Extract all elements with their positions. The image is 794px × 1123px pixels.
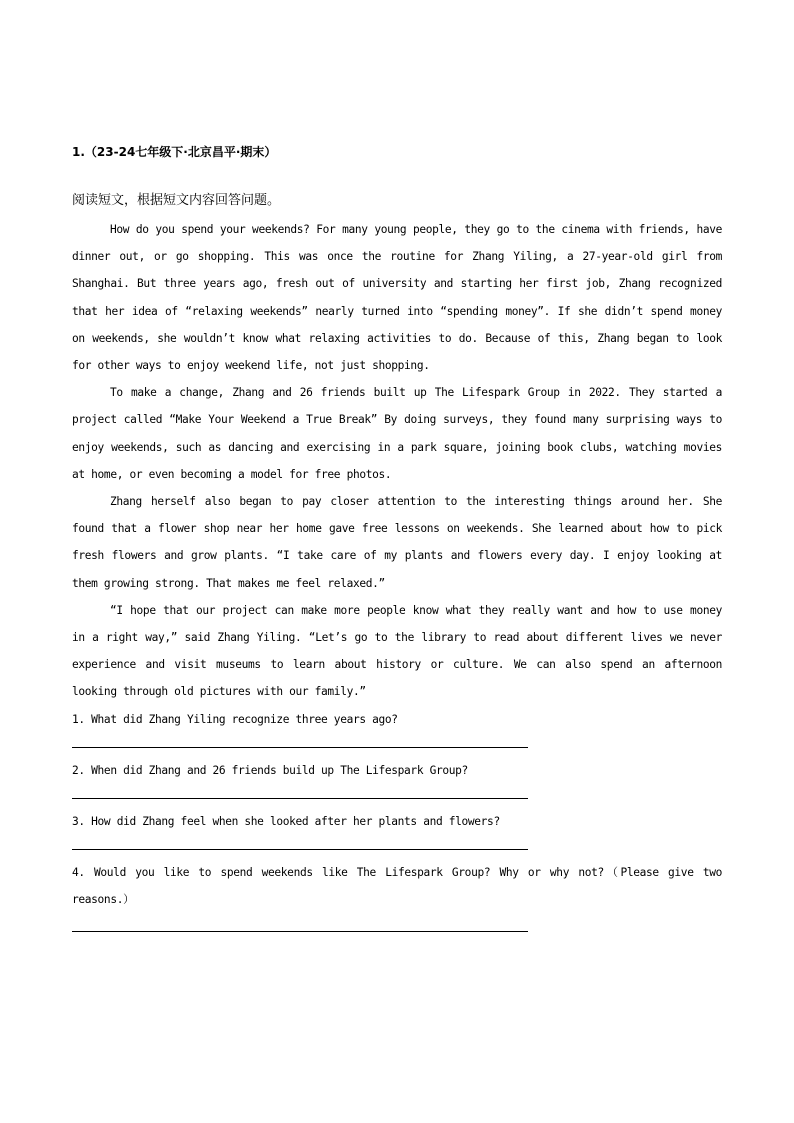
answer-line[interactable] — [72, 931, 528, 932]
passage-paragraph: To make a change, Zhang and 26 friends built up The Lifespark Group in 2022. They started a project called “Make Your Weekend a True Break” By doing surveys, they found many surprising ways to enjoy weekends, such as dancing and exercising in a park square, joining book clubs, watching movies at home, or even becoming a model for free photos. — [72, 386, 722, 481]
passage-paragraph: How do you spend your weekends? For many young people, they go to the cinema with friends, have dinner out, or go shopping. This was once the routine for Zhang Yiling, a 27-year-old girl from Shanghai. But three years ago, fresh out of university and starting her first job, Zhang recognized that her idea of “relaxing weekends” nearly turned into “spending money”. If she didn’t spend money on weekends, she wouldn’t know what relaxing activities to do. Because of this, Zhang began to look for other ways to enjoy weekend life, not just shopping. — [72, 223, 722, 373]
question-list — [72, 706, 722, 941]
passage-paragraph: “I hope that our project can make more people know what they really want and how to use money in a right way,” said Zhang Yiling. “Let’s go to the library to read about different lives we never experience and visit museums to learn about history or culture. We can also spend an afternoon looking through old pictures with our family.” — [72, 603, 722, 699]
question-heading: 1.（23-24七年级下·北京昌平·期末） — [72, 145, 277, 159]
question-item: 1. What did Zhang Yiling recognize three years ago? — [72, 713, 398, 726]
passage-paragraph: Zhang herself also began to pay closer attention to the interesting things around her. She found that a flower shop near her home gave free lessons on weekends. She learned about how to pick fresh flowers and grow plants. “I take care of my plants and flowers every day. I enjoy looking at them growing strong. That makes me feel relaxed.” — [72, 495, 722, 590]
answer-line[interactable] — [72, 849, 528, 850]
question-item: 3. How did Zhang feel when she looked after her plants and flowers? — [72, 815, 500, 828]
instruction-text: 阅读短文，根据短文内容回答问题。 — [72, 193, 281, 208]
answer-line[interactable] — [72, 747, 528, 748]
reading-passage — [72, 216, 722, 706]
answer-line[interactable] — [72, 798, 528, 799]
question-item: 4. Would you like to spend weekends like The Lifespark Group? Why or why not?（Please give two reasons.） — [72, 866, 722, 906]
question-item: 2. When did Zhang and 26 friends build up The Lifespark Group? — [72, 764, 468, 777]
